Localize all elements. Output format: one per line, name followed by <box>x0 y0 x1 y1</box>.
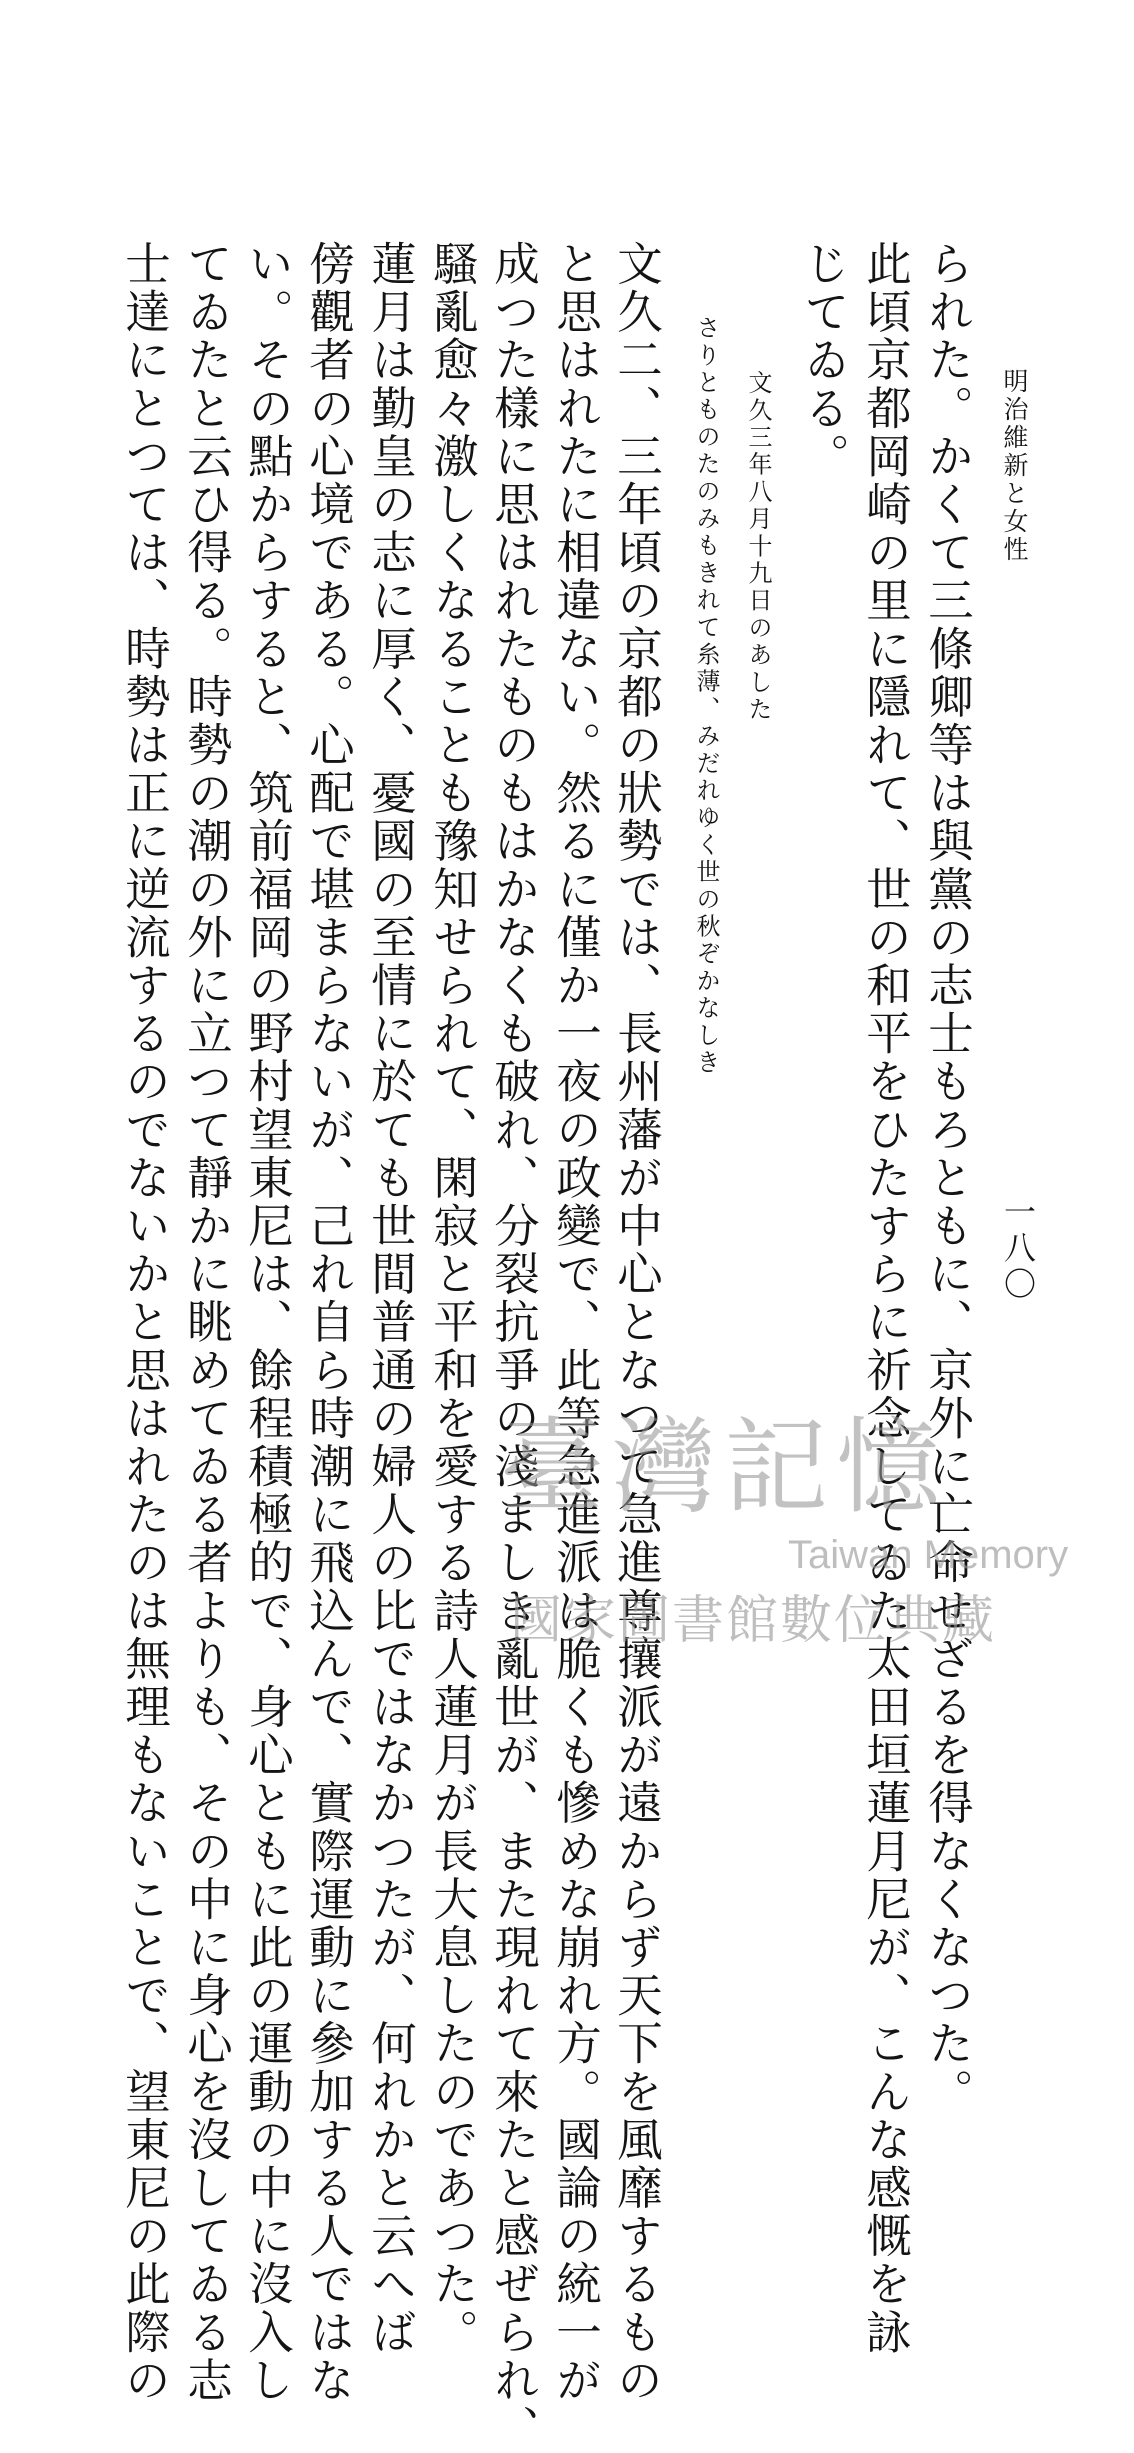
text-column-3: じてゐる。 <box>797 240 851 481</box>
text-column-2: 此頃京都岡崎の里に隱れて、世の和平をひたすらに祈念してゐた太田垣蓮月尼が、こんな感慨を詠 <box>859 240 913 2357</box>
text-column-6: 成つた樣に思はれたものもはかなくも破れ、分裂抗爭の淺ましき亂世が、また現れて來たと感ぜられ、 <box>487 240 541 2453</box>
poem-text: さりとものたのみもきれて糸薄、みだれゆく世の秋ぞかなしき <box>692 315 720 1077</box>
watermark-english: Taiwan Memory <box>788 1533 1069 1577</box>
text-column-4: 文久二、三年頃の京都の狀勢では、長州藩が中心となつて急進尊攘派が遠からず天下を風靡するもの <box>610 240 664 2405</box>
page-number: 一八〇 <box>999 1195 1037 1303</box>
watermark-subtitle: 國家圖書館數位典藏 <box>510 1592 997 1650</box>
running-title: 明治維新と女性 <box>1000 368 1029 564</box>
text-column-8: 蓮月は勤皇の志に厚く、憂國の至情に於ても世間普通の婦人の比ではなかつたが、何れかと云へば <box>364 240 418 2357</box>
watermark-title: 臺灣記憶 <box>500 1406 949 1528</box>
poem-heading: 文久三年八月十九日のあした <box>744 370 772 724</box>
text-column-10: い。その點からすると、筑前福岡の野村望東尼は、餘程積極的で、身心ともに此の運動の中に沒入し <box>241 240 295 2405</box>
text-column-9: 傍觀者の心境である。心配で堪まらないが、己れ自ら時潮に飛込んで、實際運動に參加する人ではな <box>302 240 356 2405</box>
text-column-5: と思はれたに相違ない。然るに僅か一夜の政變で、此等急進派は脆くも慘めな崩れ方。國論の統一が <box>549 240 603 2405</box>
text-column-7: 騷亂愈々激しくなることも豫知せられて、閑寂と平和を愛する詩人蓮月が長大息したのであつた。 <box>426 240 480 2357</box>
text-column-12: 士達にとつては、時勢は正に逆流するのでないかと思はれたのは無理もないことで、望東尼の此際の <box>118 240 172 2405</box>
text-column-1: られた。かくて三條卿等は與黨の志士もろともに、京外に亡命せざるを得なくなつた。 <box>921 240 975 2116</box>
text-column-11: てゐたと云ひ得る。時勢の潮の外に立つて靜かに眺めてゐる者よりも、その中に身心を沒してゐる志 <box>180 240 234 2405</box>
